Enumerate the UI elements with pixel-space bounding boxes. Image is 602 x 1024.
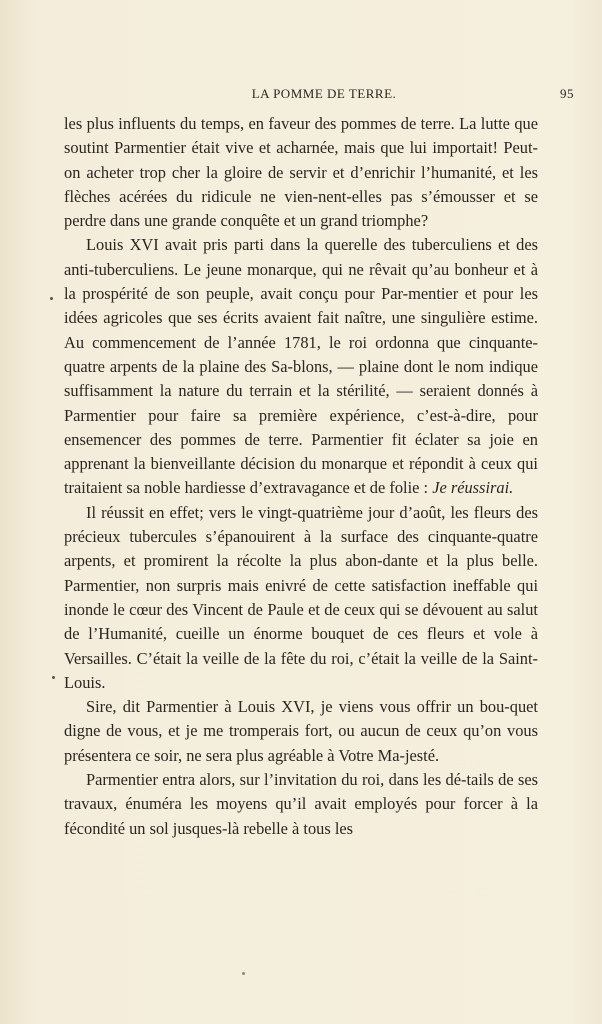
paper-speck	[242, 972, 245, 975]
margin-mark	[52, 676, 55, 679]
page-number: 95	[560, 86, 574, 101]
paragraph-5: Parmentier entra alors, sur l’invitation du roi, dans les dé-tails de ses travaux, énuméra les moyens qu’il avait employés pour forcer à la fécondité un sol jusques-là rebelle à tous les	[64, 770, 538, 838]
body-text	[64, 112, 538, 841]
running-title: LA POMME DE TERRE.	[251, 86, 397, 101]
page-header	[64, 86, 574, 106]
paragraph-4: Sire, dit Parmentier à Louis XVI, je viens vous offrir un bou-quet digne de vous, et je me tromperais fort, ou aucun de ceux qu’on vous présentera ce soir, ne sera plus agréable à Votre Ma-jesté.	[64, 697, 538, 765]
paragraph-2-text: Louis XVI avait pris parti dans la querelle des tuberculiens et des anti-tuberculiens. Le jeune monarque, qui ne rêvait qu’au bonheur et à la prospérité de son peuple, avait conçu pour Par-mentier et pour les idées agricoles que ses écrits avaient fait naître, une singulière estime. Au commencement de l’année 1781, le roi ordonna que cinquante-quatre arpents de la plaine des Sa-blons, — plaine dont le nom indique suffisamment la nature du terrain et la stérilité, — seraient donnés à Parmentier pour faire sa première expérience, c’est-à-dire, pour ensemencer des pommes de terre. Parmentier fit éclater sa joie en apprenant la bienveillante décision du monarque et répondit à ceux qui traitaient sa noble hardiesse d’extravagance et de folie :	[64, 235, 538, 498]
paragraph-2	[64, 233, 538, 500]
margin-mark	[50, 297, 53, 300]
italic-quote: Je réussirai.	[432, 478, 514, 498]
paragraph-3: Il réussit en effet; vers le vingt-quatrième jour d’août, les fleurs des précieux tubercules s’épanouirent à la surface des cinquante-quatre arpents, et promirent la récolte la plus abon-dante et la plus belle. Parmentier, non surpris mais enivré de cette satisfaction ineffable qui inonde le cœur des Vincent de Paule et de ceux qui se dévouent au salut de l’Humanité, cueille un énorme bouquet de ces fleurs et vole à Versailles. C’était la veille de la fête du roi, c’était la veille de la Saint-Louis.	[64, 502, 538, 692]
paragraph-1: les plus influents du temps, en faveur des pommes de terre. La lutte que soutint Parmentier était vive et acharnée, mais que lui importait! Peut-on acheter trop cher la gloire de servir et d’enrichir l’humanité, et les flèches acérées du ridicule ne vien-nent-elles pas s’émousser et se perdre dans une grande conquête et un grand triomphe?	[64, 114, 538, 231]
